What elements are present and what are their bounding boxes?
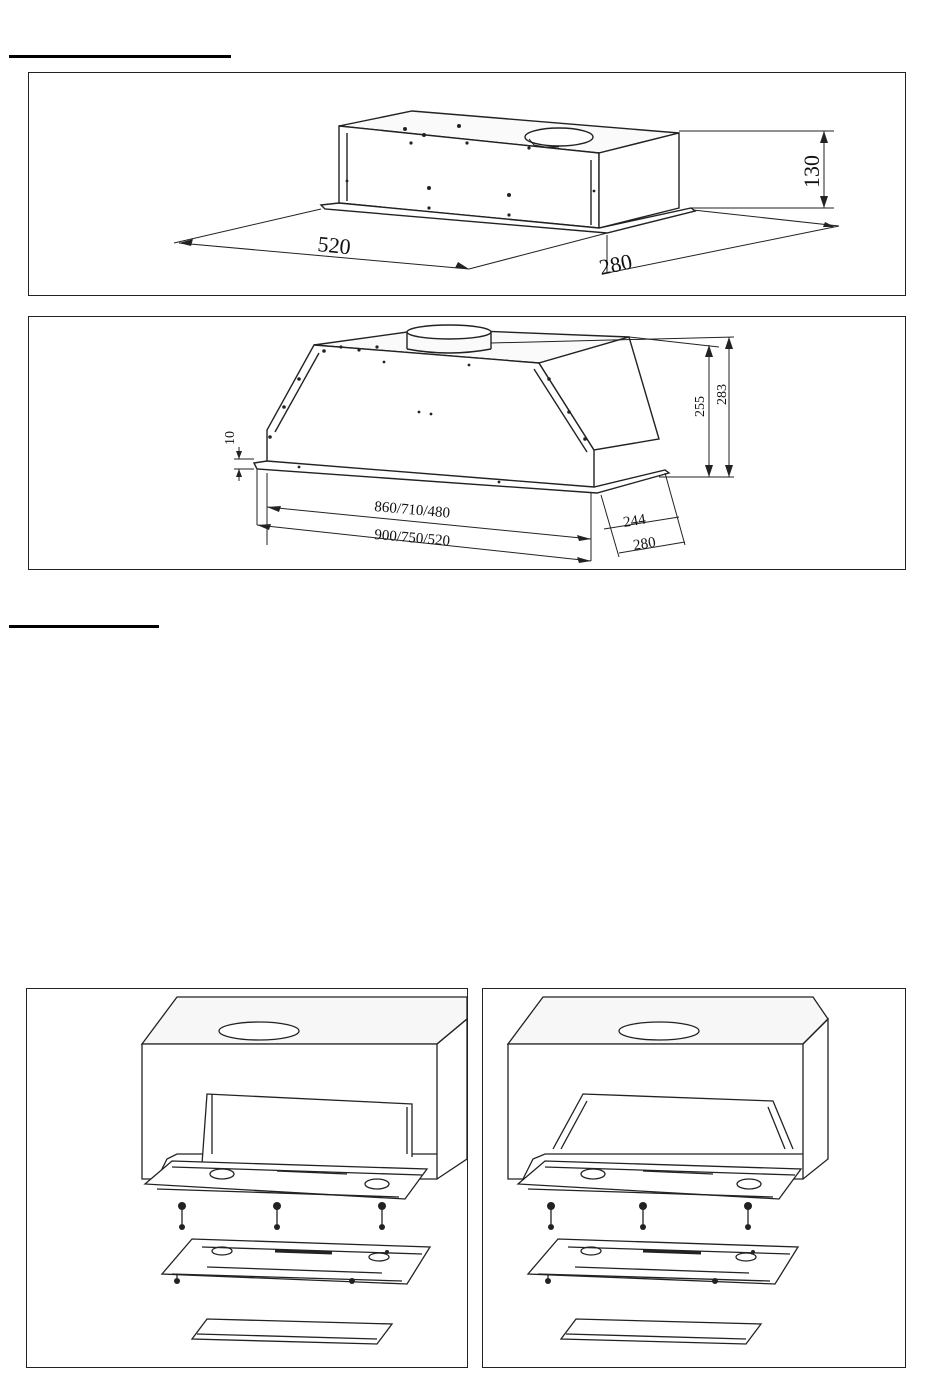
diagram-compact-housing: [28, 72, 906, 296]
dim-width-label: 520: [316, 231, 352, 260]
dim-rim-label: 10: [223, 431, 238, 445]
installation-right-svg: [483, 989, 907, 1369]
diagram-installation-right: [482, 988, 906, 1368]
section-rule-top: [9, 55, 231, 58]
section-rule-middle: [9, 625, 159, 628]
diagram-installation-left: [26, 988, 468, 1368]
diagram-full-housing: [28, 316, 906, 570]
dim-depth-outer-label: 280: [632, 534, 657, 554]
compact-housing-svg: [29, 73, 907, 297]
dim-height-total-label: 283: [715, 384, 730, 405]
installation-left-svg: [27, 989, 469, 1369]
dim-inner-width-label: 860/710/480: [373, 499, 451, 522]
dim-height-label: 130: [799, 155, 824, 188]
full-housing-svg: [29, 317, 907, 571]
dim-depth-label: 280: [596, 248, 635, 280]
dim-height-body-label: 255: [693, 396, 708, 417]
dim-outer-width-label: 900/750/520: [373, 527, 451, 550]
dim-depth-inner-label: 244: [622, 511, 647, 531]
